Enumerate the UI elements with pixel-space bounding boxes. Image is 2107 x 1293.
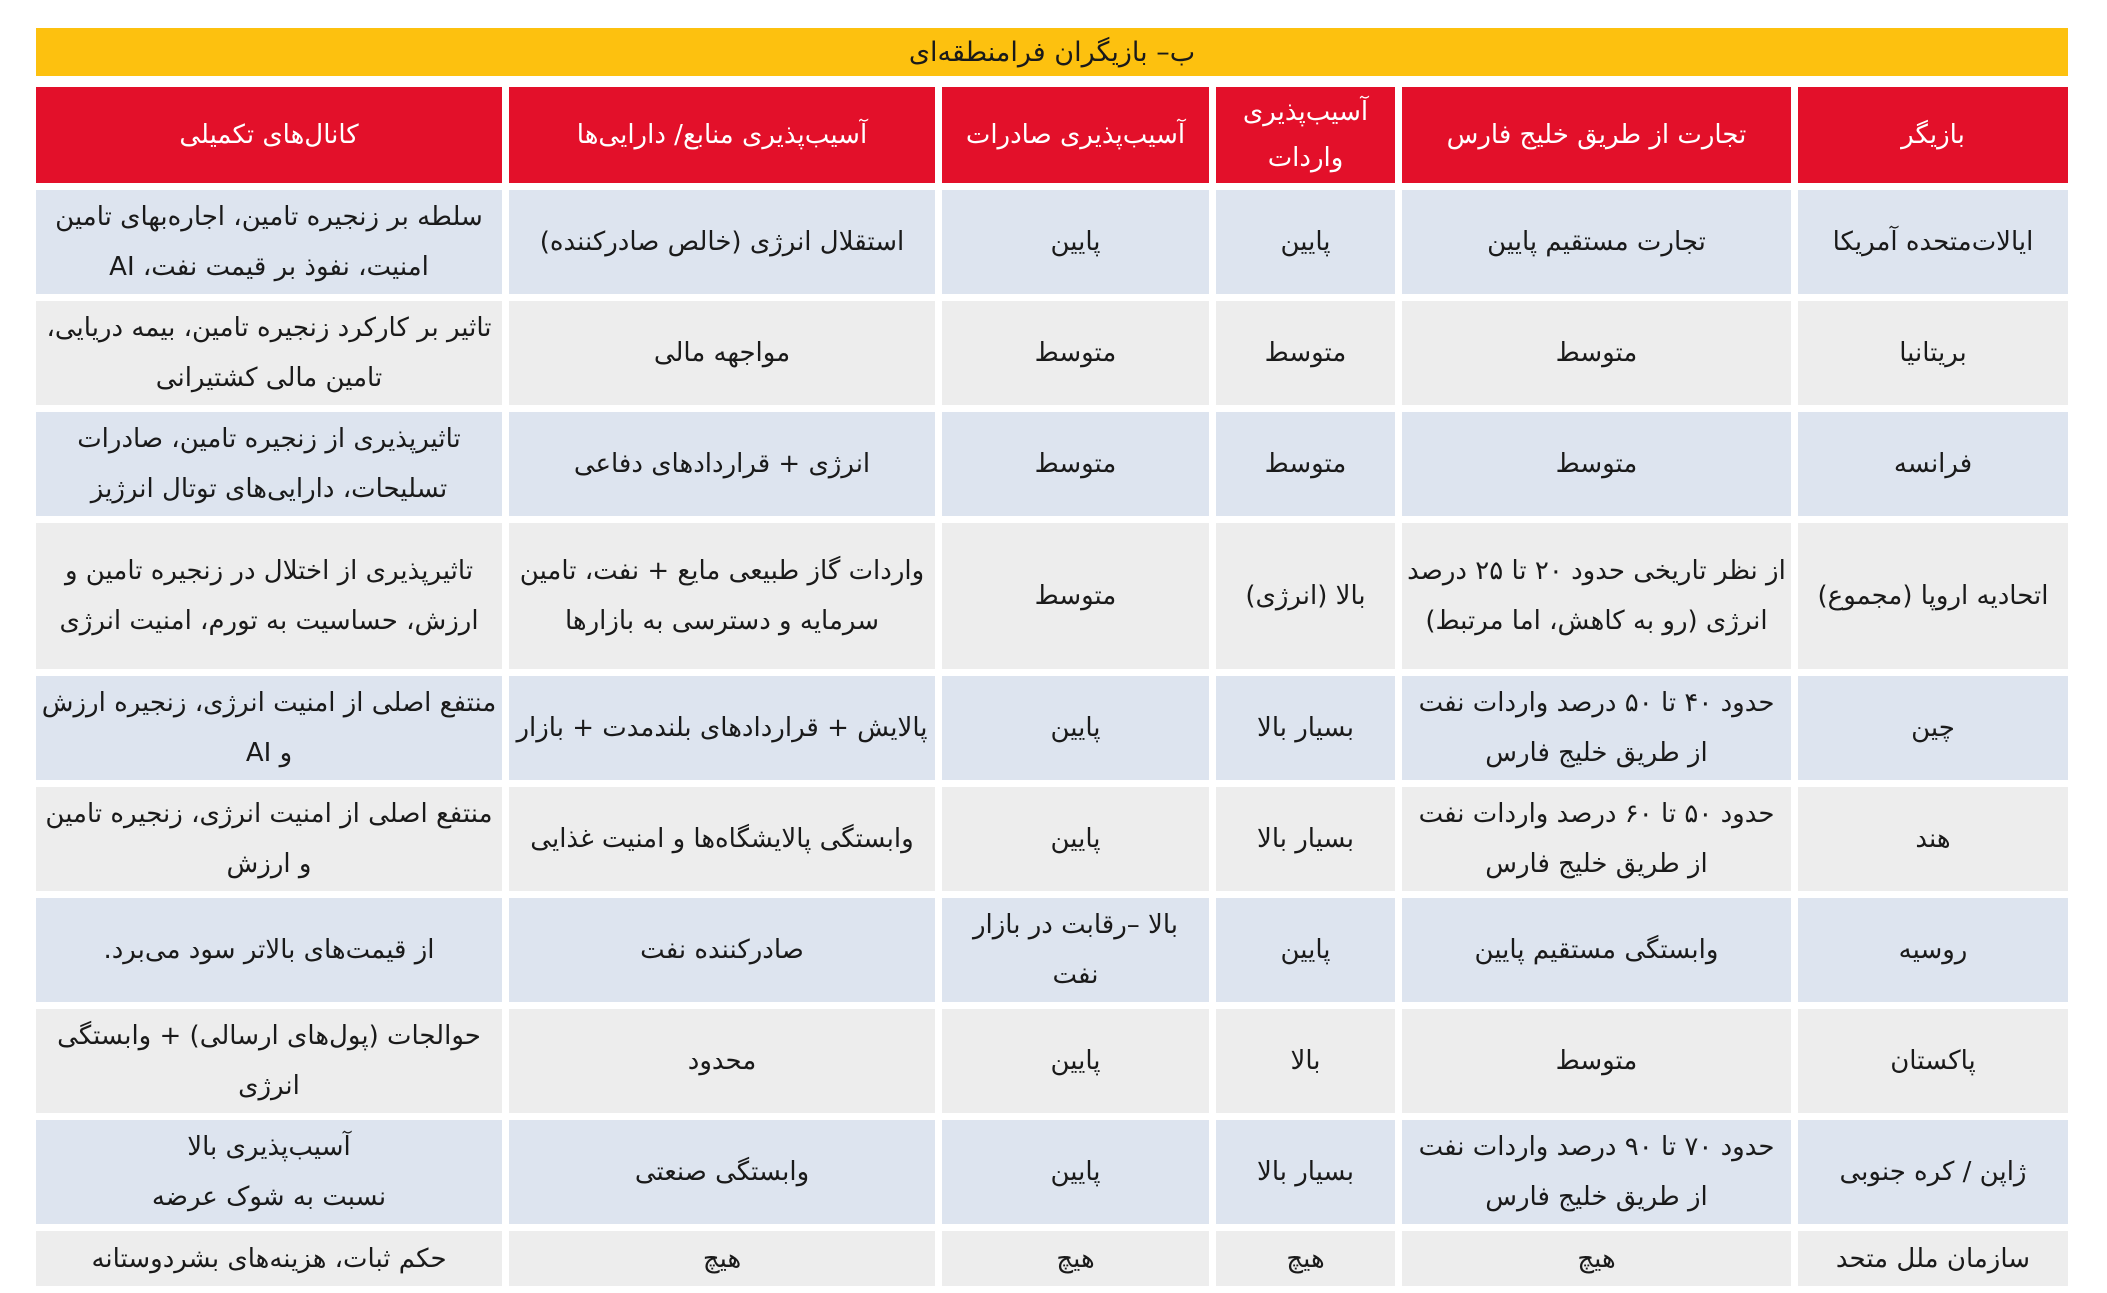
cell-complementary-channels: از قیمت‌های بالاتر سود می‌برد. [36,898,502,1009]
table-row [36,190,2068,301]
cell-actor: روسیه [1791,898,2068,1009]
cell-import-vulnerability: متوسط [1209,301,1395,412]
cell-export-vulnerability: متوسط [935,301,1209,412]
header-cell-asset-vulnerability: آسیب‌پذیری منابع/ دارایی‌ها [502,87,935,190]
cell-export-vulnerability: پایین [935,676,1209,787]
cell-gulf-trade: هیچ [1395,1231,1791,1293]
cell-actor: سازمان ملل متحد [1791,1231,2068,1293]
table-row [36,898,2068,1009]
cell-actor: بریتانیا [1791,301,2068,412]
cell-actor: پاکستان [1791,1009,2068,1120]
cell-asset-vulnerability: صادرکننده نفت [502,898,935,1009]
table-row [36,412,2068,523]
cell-export-vulnerability: پایین [935,1120,1209,1231]
cell-actor: چین [1791,676,2068,787]
cell-actor: ژاپن / کره جنوبی [1791,1120,2068,1231]
cell-gulf-trade: حدود ۵۰ تا ۶۰ درصد واردات نفت از طریق خلیج فارس [1395,787,1791,898]
actors-table [36,87,2068,1293]
cell-import-vulnerability: بسیار بالا [1209,1120,1395,1231]
cell-complementary-channels: آسیب‌پذیری بالا نسبت به شوک عرضه [36,1120,502,1231]
table-row [36,1009,2068,1120]
cell-export-vulnerability: متوسط [935,412,1209,523]
cell-asset-vulnerability: هیچ [502,1231,935,1293]
cell-complementary-channels: حوالجات (پول‌های ارسالی) + وابستگی انرژی [36,1009,502,1120]
cell-actor: ایالات‌متحده آمریکا [1791,190,2068,301]
table-title: ب– بازیگران فرامنطقه‌ای [36,28,2068,76]
header-cell-import-vulnerability: آسیب‌پذیری واردات [1209,87,1395,190]
cell-asset-vulnerability: محدود [502,1009,935,1120]
cell-gulf-trade: متوسط [1395,412,1791,523]
cell-asset-vulnerability: استقلال انرژی (خالص صادرکننده) [502,190,935,301]
cell-import-vulnerability: متوسط [1209,412,1395,523]
cell-export-vulnerability: پایین [935,1009,1209,1120]
cell-complementary-channels: حکم ثبات، هزینه‌های بشردوستانه [36,1231,502,1293]
cell-gulf-trade: از نظر تاریخی حدود ۲۰ تا ۲۵ درصد انرژی (رو به کاهش، اما مرتبط) [1395,523,1791,676]
cell-gulf-trade: متوسط [1395,1009,1791,1120]
cell-asset-vulnerability: پالایش + قراردادهای بلندمدت + بازار [502,676,935,787]
cell-actor: فرانسه [1791,412,2068,523]
header-cell-complementary-channels: کانال‌های تکمیلی [36,87,502,190]
header-cell-gulf-trade: تجارت از طریق خلیج فارس [1395,87,1791,190]
cell-export-vulnerability: پایین [935,787,1209,898]
table-row [36,1120,2068,1231]
page-wrapper [36,28,2068,1293]
cell-import-vulnerability: بالا [1209,1009,1395,1120]
cell-gulf-trade: متوسط [1395,301,1791,412]
cell-asset-vulnerability: مواجهه مالی [502,301,935,412]
cell-asset-vulnerability: وابستگی صنعتی [502,1120,935,1231]
cell-complementary-channels: سلطه بر زنجیره تامین، اجاره‌بهای تامین امنیت، نفوذ بر قیمت نفت، AI [36,190,502,301]
table-row [36,523,2068,676]
cell-export-vulnerability: هیچ [935,1231,1209,1293]
cell-export-vulnerability: پایین [935,190,1209,301]
table-row [36,676,2068,787]
cell-complementary-channels: منتفع اصلی از امنیت انرژی، زنجیره تامین و ارزش [36,787,502,898]
cell-asset-vulnerability: وابستگی پالایشگاه‌ها و امنیت غذایی [502,787,935,898]
cell-complementary-channels: تاثیر بر کارکرد زنجیره تامین، بیمه دریایی، تامین مالی کشتیرانی [36,301,502,412]
cell-complementary-channels: تاثیرپذیری از زنجیره تامین، صادرات تسلیحات، دارایی‌های توتال انرژیز [36,412,502,523]
table-row [36,301,2068,412]
cell-import-vulnerability: پایین [1209,898,1395,1009]
cell-import-vulnerability: پایین [1209,190,1395,301]
cell-export-vulnerability: متوسط [935,523,1209,676]
cell-import-vulnerability: هیچ [1209,1231,1395,1293]
cell-import-vulnerability: بالا (انرژی) [1209,523,1395,676]
header-cell-actor: بازیگر [1791,87,2068,190]
cell-actor: اتحادیه اروپا (مجموع) [1791,523,2068,676]
cell-actor: هند [1791,787,2068,898]
cell-export-vulnerability: بالا –رقابت در بازار نفت [935,898,1209,1009]
header-cell-export-vulnerability: آسیب‌پذیری صادرات [935,87,1209,190]
cell-gulf-trade: حدود ۴۰ تا ۵۰ درصد واردات نفت از طریق خلیج فارس [1395,676,1791,787]
cell-import-vulnerability: بسیار بالا [1209,676,1395,787]
cell-complementary-channels: تاثیرپذیری از اختلال در زنجیره تامین و ارزش، حساسیت به تورم، امنیت انرژی [36,523,502,676]
table-row [36,1231,2068,1293]
cell-asset-vulnerability: واردات گاز طبیعی مایع + نفت، تامین سرمایه و دسترسی به بازارها [502,523,935,676]
cell-gulf-trade: تجارت مستقیم پایین [1395,190,1791,301]
table-row [36,787,2068,898]
header-row [36,87,2068,190]
cell-asset-vulnerability: انرژی + قراردادهای دفاعی [502,412,935,523]
cell-import-vulnerability: بسیار بالا [1209,787,1395,898]
cell-gulf-trade: حدود ۷۰ تا ۹۰ درصد واردات نفت از طریق خلیج فارس [1395,1120,1791,1231]
cell-complementary-channels: منتفع اصلی از امنیت انرژی، زنجیره ارزش و AI [36,676,502,787]
cell-gulf-trade: وابستگی مستقیم پایین [1395,898,1791,1009]
